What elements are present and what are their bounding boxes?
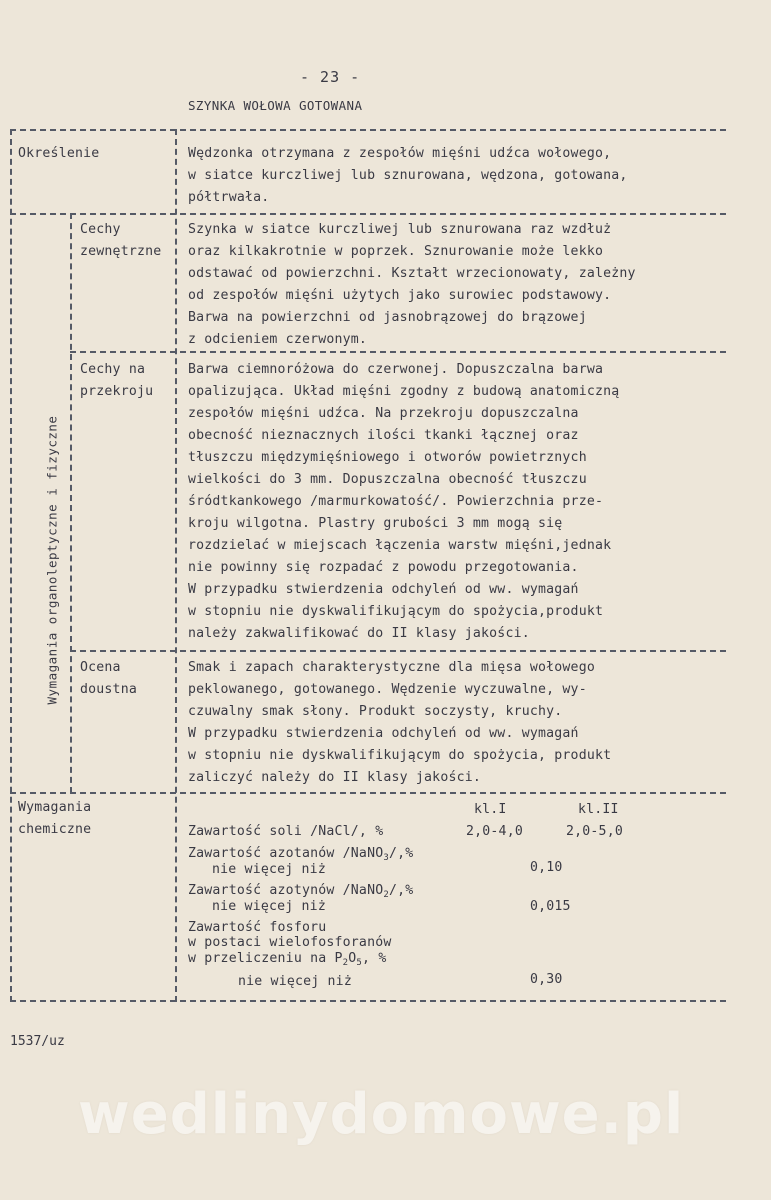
cross-section-line-9: rozdzielać w miejscach łączenia warstw mięśni,jednak	[188, 538, 612, 553]
nitrate-value: 0,10	[530, 860, 563, 875]
cross-section-line-13: należy zakwalifikować do II klasy jakości.	[188, 626, 530, 641]
cross-section-line-10: nie powinny się rozpadać z powodu przegotowania.	[188, 560, 579, 575]
nitrite-subscript: 2	[383, 890, 389, 900]
phosphorus-limit-text: nie więcej niż	[238, 974, 352, 989]
nitrate-label-pre: Zawartość azotanów /NaNO	[188, 846, 384, 861]
nitrite-label	[188, 883, 413, 898]
cross-section-label-2: przekroju	[80, 384, 154, 399]
external-line-6: z odcieniem czerwonym.	[188, 332, 368, 347]
cross-section-line-6: wielkości do 3 mm. Dopuszczalna obecność tłuszczu	[188, 472, 587, 487]
taste-line-3: czuwalny smak słony. Produkt soczysty, kruchy.	[188, 704, 563, 719]
external-label-2: zewnętrzne	[80, 244, 162, 259]
cross-section-line-5: tłuszczu międzymięśniowego i otworów powietrznych	[188, 450, 587, 465]
cross-section-label-1: Cechy na	[80, 362, 146, 377]
nitrite-label-post: /,%	[388, 883, 414, 898]
document-title: SZYNKA WOŁOWA GOTOWANA	[188, 98, 363, 113]
salt-value-class-1: 2,0-4,0	[466, 824, 523, 839]
external-label-1: Cechy	[80, 222, 121, 237]
nitrate-label	[188, 846, 413, 861]
divider-external	[70, 351, 726, 353]
nitrite-value: 0,015	[530, 899, 571, 914]
definition-line-2: w siatce kurczliwej lub sznurowana, wędzona, gotowana,	[188, 168, 628, 183]
phosphorus-subscript-2: 5	[356, 958, 363, 968]
divider-definition	[10, 213, 726, 215]
definition-line-1: Wędzonka otrzymana z zespołów mięśni udźca wołowego,	[188, 146, 612, 161]
divider-cross-section	[70, 650, 726, 652]
divider-organoleptic	[10, 792, 726, 794]
table-top-border	[10, 129, 726, 131]
nitrite-label-pre: Zawartość azotynów /NaNO	[188, 883, 384, 898]
column-divider-main	[175, 129, 177, 1002]
nitrate-subscript: 3	[383, 853, 389, 863]
organoleptic-group-label: Wymagania organoleptyczne i fizyczne	[44, 415, 60, 705]
salt-value-class-2: 2,0-5,0	[566, 824, 623, 839]
external-line-4: od zespołów mięśni użytych jako surowiec podstawowy.	[188, 288, 612, 303]
taste-line-5: w stopniu nie dyskwalifikującym do spożycia, produkt	[188, 748, 612, 763]
external-line-2: oraz kilkakrotnie w poprzek. Sznurowanie może lekko	[188, 244, 604, 259]
cross-section-line-11: W przypadku stwierdzenia odchyleń od ww. wymagań	[188, 582, 579, 597]
taste-line-1: Smak i zapach charakterystyczne dla mięsa wołowego	[188, 660, 595, 675]
phosphorus-value: 0,30	[530, 972, 563, 987]
chemical-label-1: Wymagania	[18, 800, 92, 815]
cross-section-line-4: obecność nieznacznych ilości tkanki łącznej oraz	[188, 428, 579, 443]
external-line-5: Barwa na powierzchni od jasnobrązowej do brązowej	[188, 310, 587, 325]
nitrate-limit-text: nie więcej niż	[212, 862, 326, 877]
cross-section-line-2: opalizująca. Układ mięśni zgodny z budową anatomiczną	[188, 384, 620, 399]
cross-section-line-3: zespołów mięśni udźca. Na przekroju dopuszczalna	[188, 406, 579, 421]
table-left-border	[10, 129, 12, 1002]
taste-line-4: W przypadku stwierdzenia odchyleń od ww. wymagań	[188, 726, 579, 741]
taste-label-1: Ocena	[80, 660, 121, 675]
phosphorus-label-3-pre: w przeliczeniu na P	[188, 951, 343, 966]
nitrite-limit-text: nie więcej niż	[212, 899, 326, 914]
cross-section-line-1: Barwa ciemnoróżowa do czerwonej. Dopuszczalna barwa	[188, 362, 604, 377]
cross-section-line-7: śródtkankowego /marmurkowatość/. Powierzchnia prze-	[188, 494, 604, 509]
phosphorus-label-1: Zawartość fosforu	[188, 920, 327, 935]
phosphorus-subscript-1: 2	[342, 958, 349, 968]
phosphorus-label-2: w postaci wielofosforanów	[188, 935, 392, 950]
table-bottom-border	[10, 1000, 726, 1002]
chemical-label-2: chemiczne	[18, 822, 92, 837]
class-2-header: kl.II	[578, 802, 619, 817]
definition-line-3: półtrwała.	[188, 190, 270, 205]
phosphorus-label-3-post: , %	[362, 951, 387, 966]
phosphorus-label-3-mid: O	[348, 951, 357, 966]
phosphorus-label-3	[188, 951, 386, 966]
nitrate-label-post: /,%	[388, 846, 414, 861]
taste-line-2: peklowanego, gotowanego. Wędzenie wyczuwalne, wy-	[188, 682, 587, 697]
salt-label: Zawartość soli /NaCl/, %	[188, 824, 384, 839]
external-line-3: odstawać od powierzchni. Kształt wrzecionowaty, zależny	[188, 266, 636, 281]
column-divider-sub	[70, 213, 72, 793]
class-1-header: kl.I	[474, 802, 507, 817]
document-reference: 1537/uz	[10, 1034, 65, 1049]
page-number: - 23 -	[300, 68, 361, 86]
cross-section-line-12: w stopniu nie dyskwalifikującym do spożycia,produkt	[188, 604, 604, 619]
taste-line-6: zaliczyć należy do II klasy jakości.	[188, 770, 482, 785]
watermark: wedlinydomowe.pl	[78, 1082, 685, 1147]
external-line-1: Szynka w siatce kurczliwej lub sznurowana raz wzdłuż	[188, 222, 612, 237]
taste-label-2: doustna	[80, 682, 137, 697]
cross-section-line-8: kroju wilgotna. Plastry grubości 3 mm mogą się	[188, 516, 563, 531]
definition-label: Określenie	[18, 146, 100, 161]
